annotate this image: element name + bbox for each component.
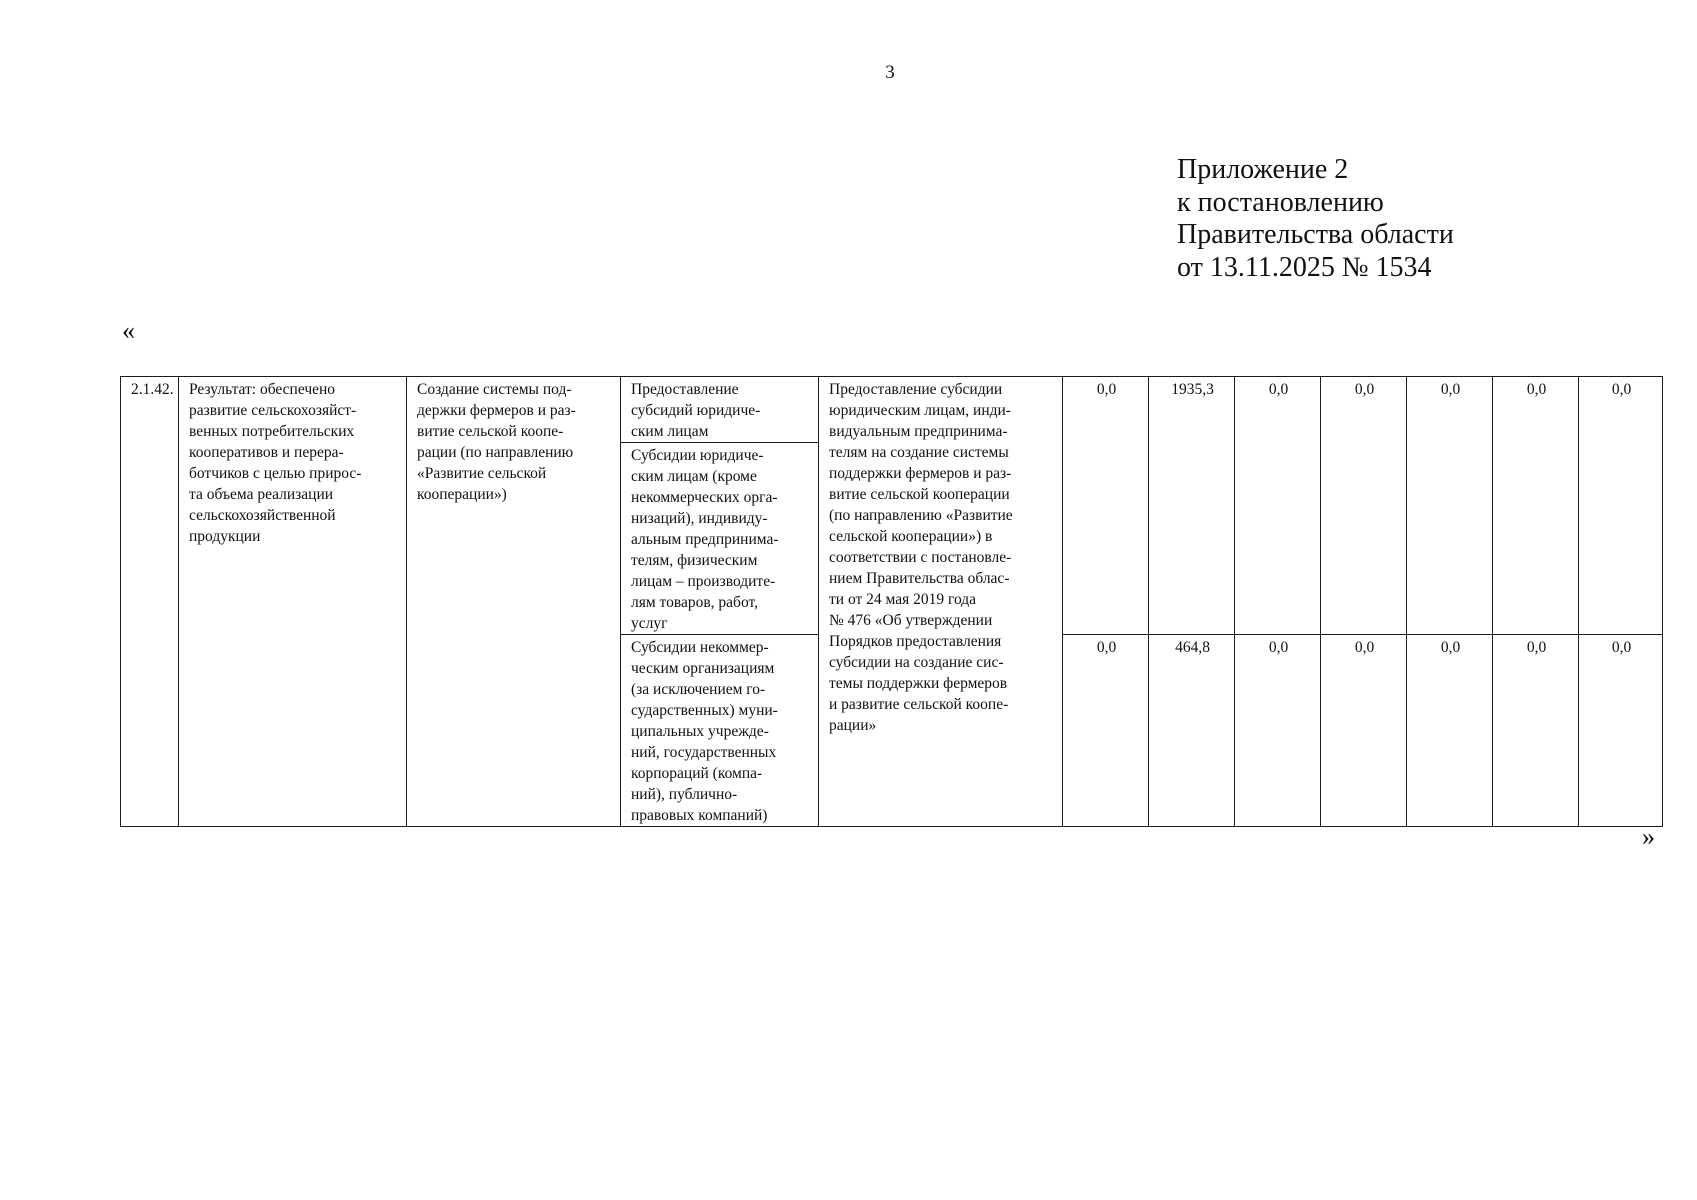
- value-cell: 0,0: [1235, 635, 1321, 827]
- text-line: некоммерческих орга-: [631, 489, 778, 506]
- text-line: видуальным предпринима-: [829, 423, 1008, 440]
- text-line: субсидий юридиче-: [631, 402, 761, 419]
- text-line: сударственных) муни-: [631, 702, 778, 719]
- text-line: сельской кооперации») в: [829, 528, 993, 545]
- value-cell: 0,0: [1579, 377, 1663, 635]
- value-cell: 0,0: [1493, 635, 1579, 827]
- text-line: витие сельской кооперации: [829, 486, 1010, 503]
- text-line: Результат: обеспечено: [189, 381, 336, 398]
- row-index: 2.1.42.: [121, 377, 179, 827]
- text-line: юридическим лицам, инди-: [829, 402, 1011, 419]
- appendix-heading: [1177, 154, 1454, 284]
- text-line: телям, физическим: [631, 552, 758, 569]
- text-line: Субсидии юридиче-: [631, 447, 764, 464]
- appendix-line: от 13.11.2025 № 1534: [1177, 251, 1432, 283]
- type-cell-subsidies-noncommercial: [621, 635, 819, 827]
- value-cell: 0,0: [1493, 377, 1579, 635]
- text-line: ти от 24 мая 2019 года: [829, 591, 977, 608]
- text-line: кооперативов и перера-: [189, 444, 344, 461]
- type-cell-subsidies-commercial: [621, 443, 819, 635]
- value-cell: 0,0: [1063, 377, 1149, 635]
- value-cell: 464,8: [1149, 635, 1235, 827]
- text-line: темы поддержки фермеров: [829, 675, 1008, 692]
- text-line: сельскохозяйственной: [189, 507, 336, 524]
- text-line: ческим организациям: [631, 660, 775, 677]
- page-number: 3: [885, 62, 895, 83]
- value-cell: 0,0: [1579, 635, 1663, 827]
- text-line: ским лицам (кроме: [631, 468, 757, 485]
- text-line: продукции: [189, 528, 261, 545]
- text-line: корпораций (компа-: [631, 765, 763, 782]
- text-line: Предоставление субсидии: [829, 381, 1003, 398]
- appendix-line: Правительства области: [1177, 219, 1454, 250]
- text-line: (за исключением го-: [631, 681, 766, 698]
- closing-quote: »: [1642, 822, 1655, 851]
- text-line: Субсидии некоммер-: [631, 639, 769, 656]
- text-line: низаций), индивиду-: [631, 510, 768, 527]
- text-line: венных потребительских: [189, 423, 355, 440]
- text-line: держки фермеров и раз-: [417, 402, 576, 419]
- value-cell: 0,0: [1407, 635, 1493, 827]
- text-line: та объема реализации: [189, 486, 334, 503]
- value-cell: 0,0: [1063, 635, 1149, 827]
- text-line: телям на создание системы: [829, 444, 1009, 461]
- text-line: кооперации»): [417, 486, 507, 503]
- appendix-line: Приложение 2: [1177, 154, 1349, 185]
- text-line: (по направлению «Развитие: [829, 507, 1013, 524]
- text-line: субсидии на создание сис-: [829, 654, 1004, 671]
- result-cell: [179, 377, 407, 827]
- program-table: [120, 376, 1663, 827]
- text-line: рации»: [829, 717, 877, 734]
- text-line: рации (по направлению: [417, 444, 574, 461]
- text-line: соответствии с постановле-: [829, 549, 1012, 566]
- text-line: услуг: [631, 615, 668, 632]
- text-line: лицам – производите-: [631, 573, 776, 590]
- text-line: лям товаров, работ,: [631, 594, 758, 611]
- text-line: альным предпринима-: [631, 531, 779, 548]
- text-line: нием Правительства облас-: [829, 570, 1010, 587]
- value-cell: 0,0: [1321, 635, 1407, 827]
- opening-quote: «: [122, 316, 135, 345]
- text-line: ний), публично-: [631, 786, 738, 803]
- text-line: Предоставление: [631, 381, 739, 398]
- description-cell: [819, 377, 1063, 827]
- text-line: № 476 «Об утверждении: [829, 612, 993, 629]
- text-line: развитие сельскохозяйст-: [189, 402, 357, 419]
- value-cell: 0,0: [1321, 377, 1407, 635]
- text-line: ботчиков с целью прирос-: [189, 465, 362, 482]
- value-cell: 1935,3: [1149, 377, 1235, 635]
- value-cell: 0,0: [1235, 377, 1321, 635]
- type-cell-legal-entities: [621, 377, 819, 443]
- text-line: и развитие сельской коопе-: [829, 696, 1009, 713]
- text-line: Создание системы под-: [417, 381, 572, 398]
- text-line: поддержки фермеров и раз-: [829, 465, 1012, 482]
- measure-cell: [407, 377, 621, 827]
- appendix-line: к постановлению: [1177, 186, 1384, 218]
- text-line: ским лицам: [631, 423, 709, 440]
- value-cell: 0,0: [1407, 377, 1493, 635]
- text-line: «Развитие сельской: [417, 465, 547, 482]
- text-line: Порядков предоставления: [829, 633, 1002, 650]
- text-line: ципальных учрежде-: [631, 723, 769, 740]
- text-line: витие сельской коопе-: [417, 423, 564, 440]
- text-line: ний, государственных: [631, 744, 777, 761]
- text-line: правовых компаний): [631, 807, 768, 824]
